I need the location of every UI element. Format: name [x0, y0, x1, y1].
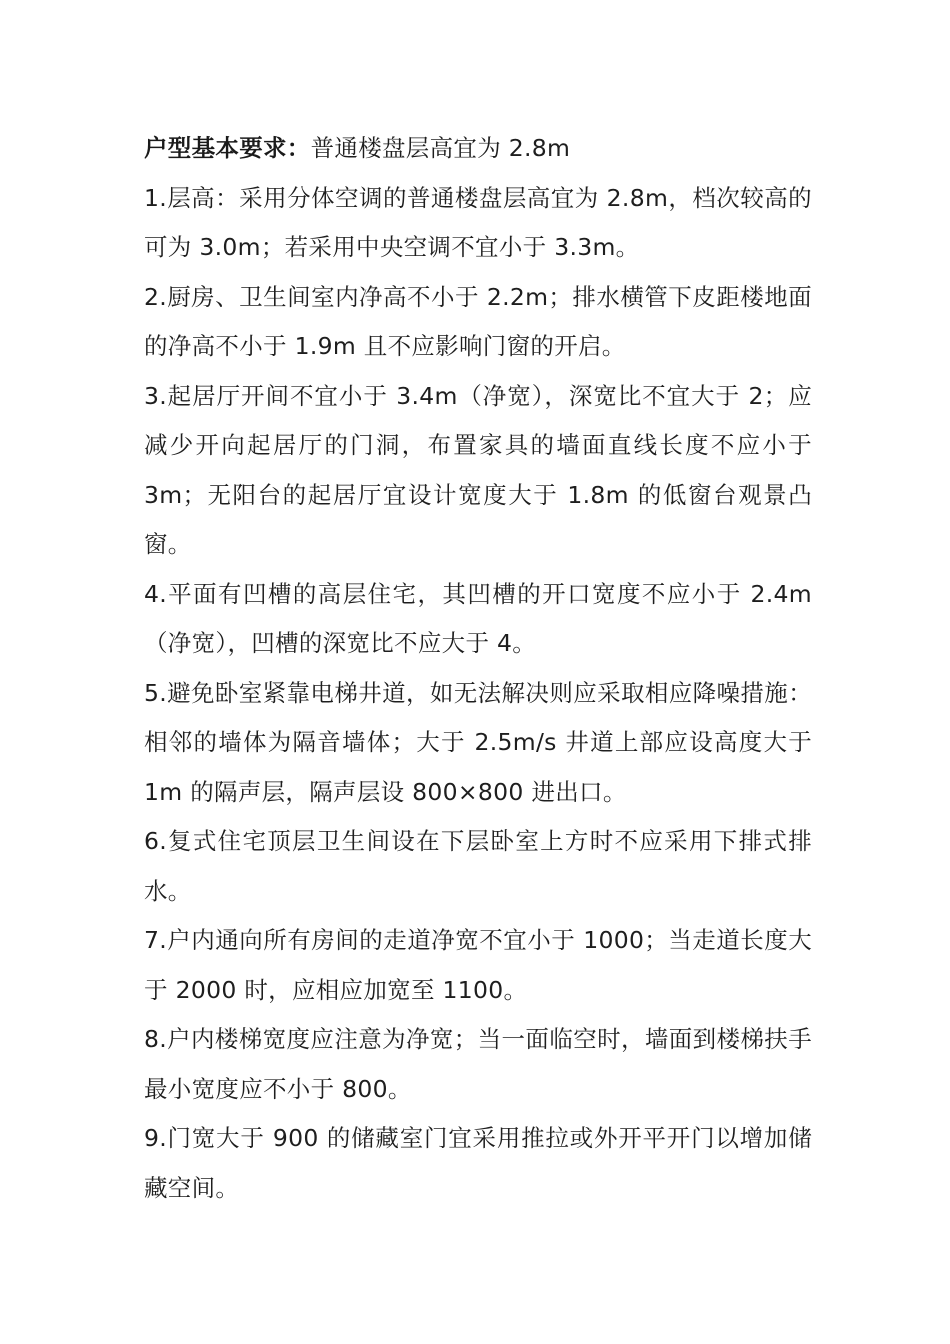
requirement-item-8: 8.户内楼梯宽度应注意为净宽；当一面临空时，墙面到楼梯扶手最小宽度应不小于 800。 [144, 1025, 812, 1103]
heading-text: 普通楼盘层高宜为 2.8m [310, 134, 571, 162]
document-body [144, 124, 812, 1213]
heading-paragraph [144, 124, 812, 174]
requirement-item-7: 7.户内通向所有房间的走道净宽不宜小于 1000；当走道长度大于 2000 时，应相应加宽至 1100。 [144, 926, 812, 1004]
requirement-item-1: 1.层高：采用分体空调的普通楼盘层高宜为 2.8m，档次较高的可为 3.0m；若采用中央空调不宜小于 3.3m。 [144, 183, 812, 261]
requirement-item-3: 3.起居厅开间不宜小于 3.4m（净宽），深宽比不宜大于 2；应减少开向起居厅的门洞，布置家具的墙面直线长度不应小于 3m；无阳台的起居厅宜设计宽度大于 1.8m 的低窗台观景凸窗。 [144, 381, 812, 558]
requirement-item-6: 6.复式住宅顶层卫生间设在下层卧室上方时不应采用下排式排水。 [144, 827, 812, 905]
requirement-item-9: 9.门宽大于 900 的储藏室门宜采用推拉或外开平开门以增加储藏空间。 [144, 1124, 812, 1202]
requirement-item-4: 4.平面有凹槽的高层住宅，其凹槽的开口宽度不应小于 2.4m（净宽），凹槽的深宽比不应大于 4。 [144, 579, 812, 657]
requirement-item-2: 2.厨房、卫生间室内净高不小于 2.2m；排水横管下皮距楼地面的净高不小于 1.9m 且不应影响门窗的开启。 [144, 282, 812, 360]
heading-label: 户型基本要求： [144, 134, 311, 162]
requirement-item-5: 5.避免卧室紧靠电梯井道，如无法解决则应采取相应降噪措施：相邻的墙体为隔音墙体；大于 2.5m/s 井道上部应设高度大于 1m 的隔声层，隔声层设 800×800 进出口。 [144, 678, 812, 806]
